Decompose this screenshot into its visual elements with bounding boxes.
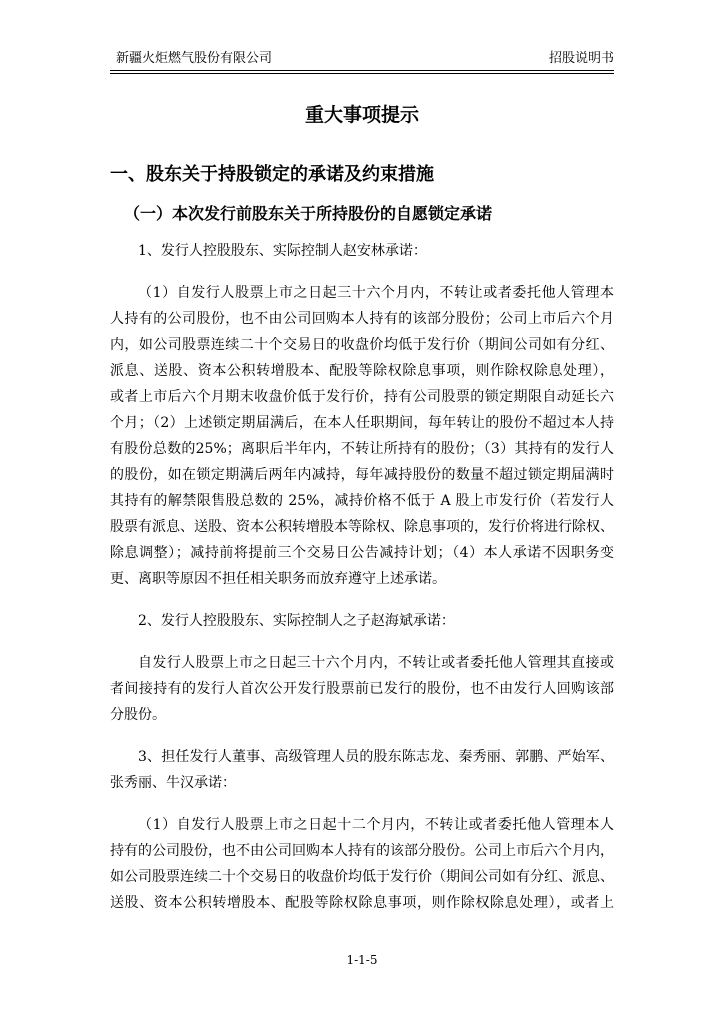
header-document-type: 招股说明书 [548,51,614,66]
page-number: 1-1-5 [346,953,378,967]
paragraph-line: 股票有派息、送股、资本公积转增股本等除权、除息事项的，发行价将进行除权、 [110,519,614,535]
paragraph-line: 如公司股票连续二十个交易日的收盘价均低于发行价（期间公司如有分红、派息、 [110,869,614,885]
paragraph-line: 更、离职等原因不担任相关职务而放弃遵守上述承诺。 [110,571,446,587]
item-2-label: 2、发行人控股股东、实际控制人之子赵海斌承诺： [138,613,455,629]
paragraph-line: 派息、送股、资本公积转增股本、配股等除权除息事项，则作除权除息处理）， [110,363,614,379]
paragraph-line: 或者上市后六个月期末收盘价低于发行价，持有公司股票的锁定期限自动延长六 [110,389,614,405]
paragraph-line: 有股份总数的25%；离职后半年内，不转让所持有的股份；（3）其持有的发行人 [110,441,614,457]
section-heading: 一、股东关于持股锁定的承诺及约束措施 [110,164,434,185]
paragraph-line: 分股份。 [110,707,166,723]
paragraph-line: 的股份，如在锁定期满后两年内减持，每年减持股份的数量不超过锁定期届满时 [110,467,614,483]
paragraph-line: 内，如公司股票连续二十个交易日的收盘价均低于发行价（期间公司如有分红、 [110,337,614,353]
paragraph-line: 送股、资本公积转增股本、配股等除权除息事项，则作除权除息处理），或者上 [110,895,614,911]
page-title: 重大事项提示 [304,104,419,126]
paragraph-line: 人持有的公司股份，也不由公司回购本人持有的该部分股份；公司上市后六个月 [110,311,614,327]
paragraph-line: 者间接持有的发行人首次公开发行股票前已发行的股份，也不由发行人回购该部 [110,681,614,697]
paragraph-line: （1）自发行人股票上市之日起十二个月内，不转让或者委托他人管理本人 [138,817,614,833]
paragraph-line: 除息调整）；减持前将提前三个交易日公告减持计划；（4）本人承诺不因职务变 [110,545,614,561]
item-1-label: 1、发行人控股股东、实际控制人赵安林承诺： [138,243,427,259]
paragraph-line: 其持有的解禁限售股总数的 25%，减持价格不低于 A 股上市发行价（若发行人 [110,493,614,509]
header-divider [110,70,614,71]
paragraph-line: （1）自发行人股票上市之日起三十六个月内，不转让或者委托他人管理本 [138,285,614,301]
paragraph-line: 自发行人股票上市之日起三十六个月内，不转让或者委托他人管理其直接或 [138,655,614,671]
header-divider-thin [110,73,614,74]
subsection-heading: （一）本次发行前股东关于所持股份的自愿锁定承诺 [124,204,493,223]
item-3-label-continued: 张秀丽、牛汉承诺： [110,775,236,791]
paragraph-line: 个月；（2）上述锁定期届满后，在本人任职期间，每年转让的股份不超过本人持 [110,415,614,431]
header-company-name: 新疆火炬燃气股份有限公司 [116,51,273,66]
paragraph-line: 持有的公司股份，也不由公司回购本人持有的该部分股份。公司上市后六个月内， [110,843,614,859]
item-3-label: 3、担任发行人董事、高级管理人员的股东陈志龙、秦秀丽、郭鹏、严始军、 [138,749,614,765]
